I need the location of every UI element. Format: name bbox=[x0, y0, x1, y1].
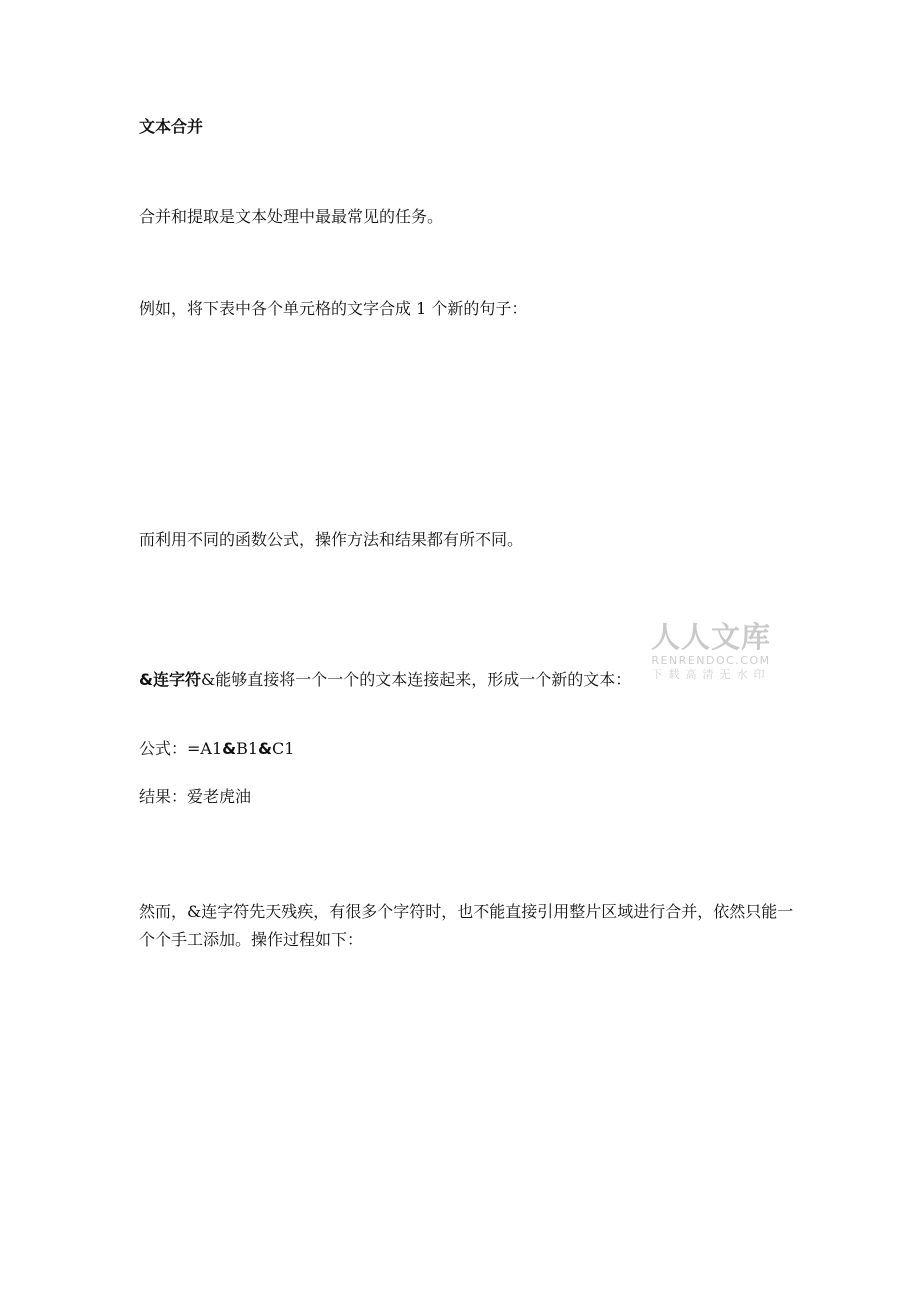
document-title: 文本合并 bbox=[139, 117, 204, 136]
formula-part: C1 bbox=[272, 739, 295, 758]
formula-operator: & bbox=[258, 739, 272, 758]
result-label: 结果： bbox=[139, 787, 188, 806]
paragraph-methods: 而利用不同的函数公式，操作方法和结果都有所不同。 bbox=[139, 530, 524, 549]
paragraph-intro: 合并和提取是文本处理中最最常见的任务。 bbox=[139, 207, 444, 226]
watermark-url: RENRENDOC.COM bbox=[651, 654, 771, 667]
formula-part: B1 bbox=[236, 739, 259, 758]
watermark-tagline: 下载高清无水印 bbox=[651, 668, 771, 681]
formula-label: 公式： bbox=[139, 739, 188, 758]
formula-operator: & bbox=[222, 739, 237, 758]
paragraph-limitation: 然而，&连字符先天残疾，有很多个字符时，也不能直接引用整片区域进行合并，依然只能一个个手工添加。操作过程如下： bbox=[139, 902, 794, 949]
formula-line bbox=[139, 737, 294, 761]
watermark-brand: 人人文库 bbox=[650, 620, 771, 654]
result-value: 爱老虎油 bbox=[187, 787, 252, 806]
paragraph-example: 例如，将下表中各个单元格的文字合成 1 个新的句子： bbox=[139, 299, 528, 318]
ampersand-term: &连字符 bbox=[139, 670, 201, 689]
formula-part: =A1 bbox=[187, 739, 223, 758]
result-line bbox=[139, 785, 251, 809]
watermark-logo bbox=[646, 620, 776, 682]
paragraph-ampersand bbox=[139, 668, 631, 692]
ampersand-description: &能够直接将一个一个的文本连接起来，形成一个新的文本： bbox=[200, 670, 632, 689]
